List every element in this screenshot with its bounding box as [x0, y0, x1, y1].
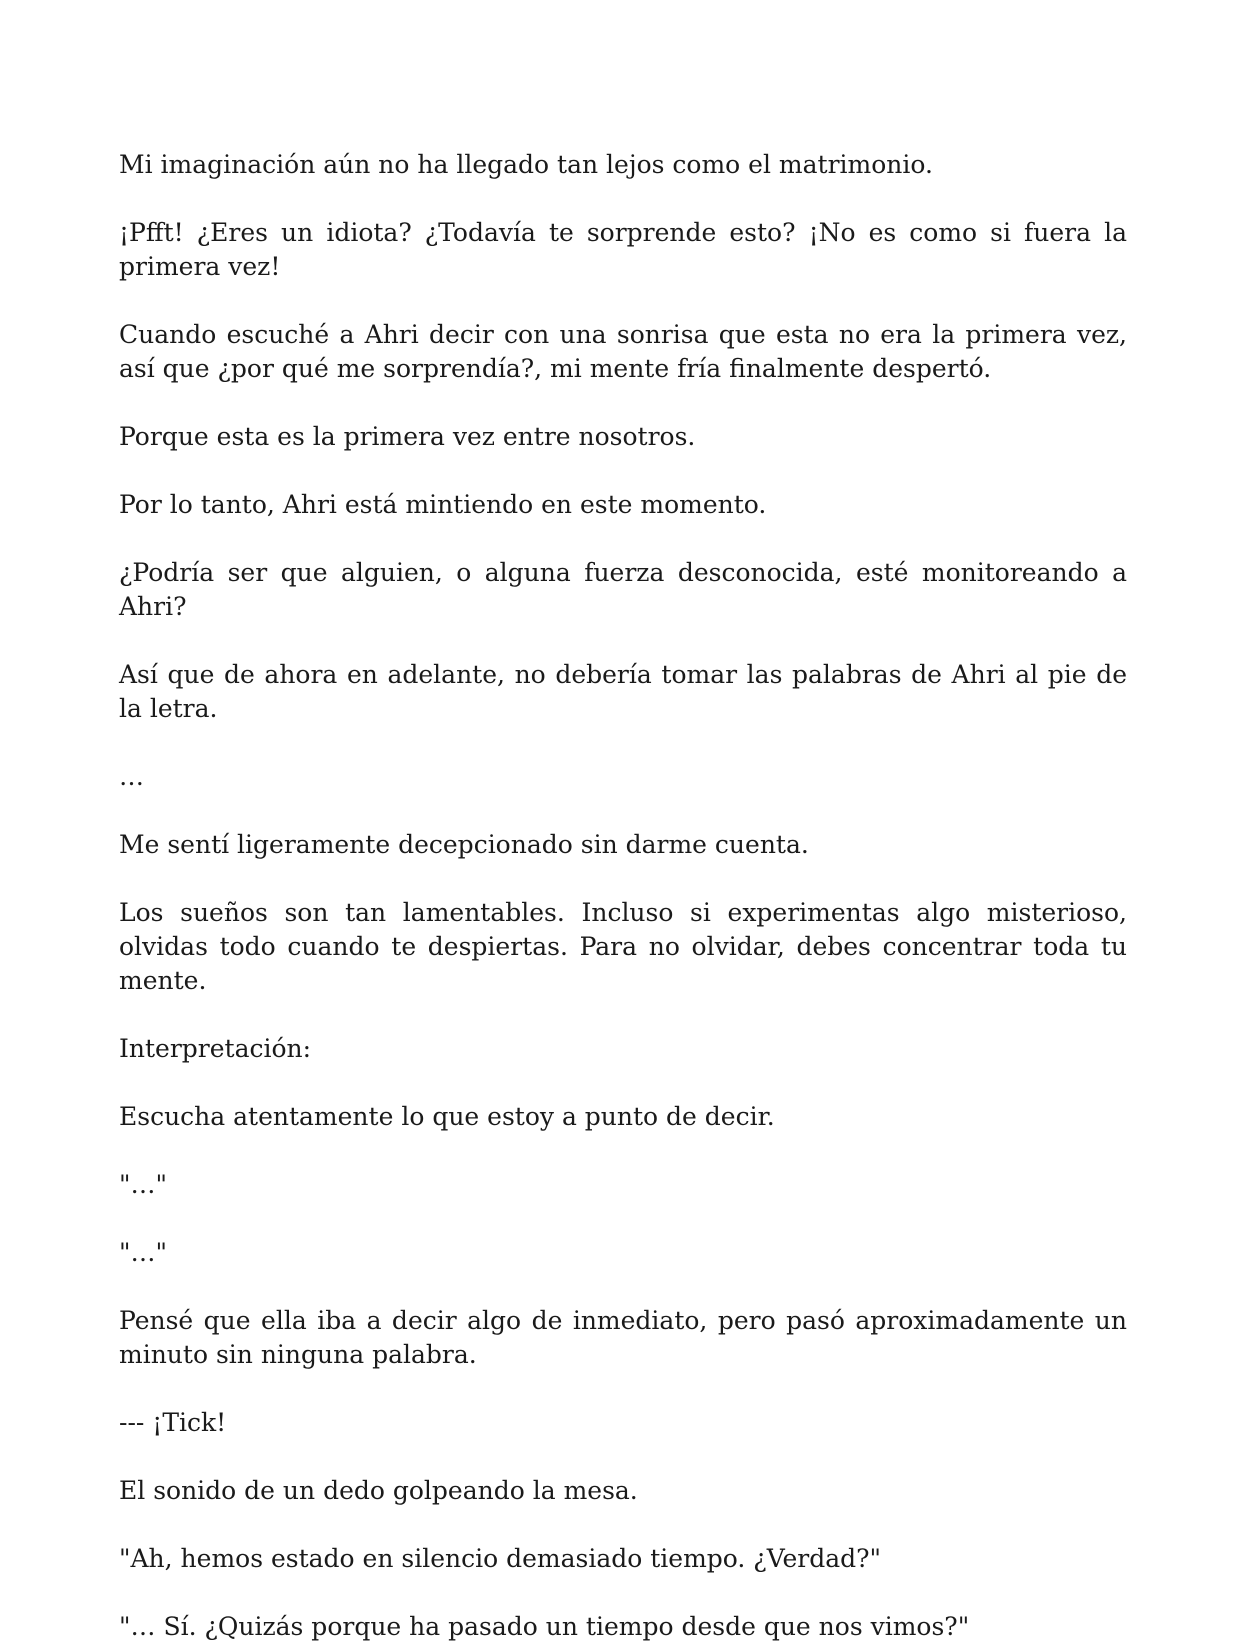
document-body — [119, 148, 1127, 1644]
dialogue-line: "…" — [119, 1170, 167, 1199]
paragraph: Me sentí ligeramente decepcionado sin darme cuenta. — [119, 830, 809, 859]
dialogue-line: "Ah, hemos estado en silencio demasiado tiempo. ¿Verdad?" — [119, 1544, 882, 1573]
paragraph: Mi imaginación aún no ha llegado tan lejos como el matrimonio. — [119, 150, 933, 179]
paragraph: Escucha atentamente lo que estoy a punto de decir. — [119, 1102, 775, 1131]
paragraph: El sonido de un dedo golpeando la mesa. — [119, 1476, 638, 1505]
paragraph: Los sueños son tan lamentables. Incluso si experimentas algo misterioso, olvidas todo cuando te despiertas. Para no olvidar, debes concentrar toda tu mente. — [119, 898, 1127, 995]
paragraph: Pensé que ella iba a decir algo de inmediato, pero pasó aproximadamente un minuto sin ninguna palabra. — [119, 1306, 1127, 1369]
scene-break: … — [119, 762, 144, 791]
sound-effect: --- ¡Tick! — [119, 1408, 227, 1437]
paragraph: Así que de ahora en adelante, no debería tomar las palabras de Ahri al pie de la letra. — [119, 660, 1127, 723]
dialogue-line: "…" — [119, 1238, 167, 1267]
paragraph: Porque esta es la primera vez entre nosotros. — [119, 422, 696, 451]
paragraph: Cuando escuché a Ahri decir con una sonrisa que esta no era la primera vez, así que ¿por qué me sorprendía?, mi mente fría finalmente despertó. — [119, 320, 1127, 383]
paragraph: ¿Podría ser que alguien, o alguna fuerza desconocida, esté monitoreando a Ahri? — [119, 558, 1127, 621]
paragraph: Por lo tanto, Ahri está mintiendo en este momento. — [119, 490, 767, 519]
paragraph: Interpretación: — [119, 1034, 312, 1063]
dialogue-line: "… Sí. ¿Quizás porque ha pasado un tiempo desde que nos vimos?" — [119, 1612, 970, 1641]
paragraph: ¡Pfft! ¿Eres un idiota? ¿Todavía te sorprende esto? ¡No es como si fuera la primera vez! — [119, 218, 1127, 281]
